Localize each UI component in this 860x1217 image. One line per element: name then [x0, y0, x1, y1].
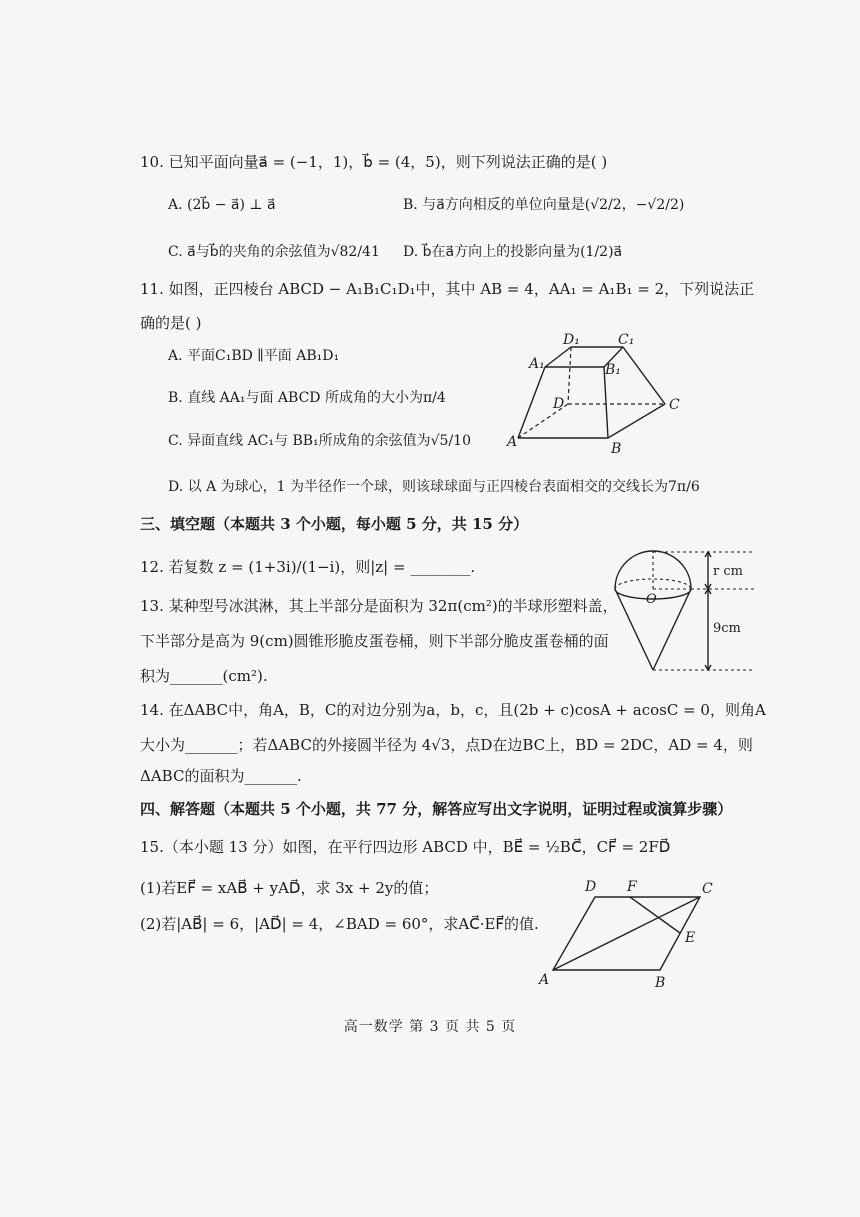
label-e: E	[685, 930, 696, 946]
page-footer: 高一数学 第 3 页 共 5 页	[343, 1019, 517, 1035]
label-b: B	[611, 441, 622, 457]
q10-option-d: D. b⃗在a⃗方向上的投影向量为(1/2)a⃗	[403, 244, 623, 260]
label-o: O	[646, 592, 657, 607]
q11-option-a: A. 平面C₁BD ∥平面 AB₁D₁	[168, 348, 340, 364]
q15-part-2: (2)若|AB⃗| = 6，|AD⃗| = 4，∠BAD = 60°，求AC⃗·EF⃗的值.	[140, 915, 539, 933]
label-d1: D₁	[563, 332, 580, 348]
label-a1: A₁	[529, 356, 545, 372]
q15-part-1: (1)若EF⃗ = xAB⃗ + yAD⃗，求 3x + 2y的值；	[140, 879, 439, 897]
q11-option-b: B. 直线 AA₁与面 ABCD 所成角的大小为π/4	[168, 390, 446, 406]
label-r-cm: r cm	[713, 564, 743, 579]
label-c: C	[702, 881, 713, 897]
label-c: C	[669, 397, 680, 413]
q11-stem-2: 确的是( )	[140, 314, 202, 332]
label-f: F	[627, 879, 637, 895]
q10-option-a: A. (2b⃗ − a⃗) ⊥ a⃗	[168, 197, 276, 213]
q15-stem: 15.（本小题 13 分）如图，在平行四边形 ABCD 中，BE⃗ = ½BC⃗，CF⃗ = 2FD⃗	[140, 838, 671, 856]
label-d: D	[585, 879, 597, 895]
q11-option-c: C. 异面直线 AC₁与 BB₁所成角的余弦值为√5/10	[168, 433, 471, 449]
q10-option-b: B. 与a⃗方向相反的单位向量是(√2/2，−√2/2)	[403, 197, 685, 213]
q13-line-3: 积为_______(cm²).	[140, 667, 268, 685]
section-3-heading: 三、填空题（本题共 3 个小题，每小题 5 分，共 15 分）	[140, 515, 529, 533]
q13-line-1: 13. 某种型号冰淇淋，其上半部分是面积为 32π(cm²)的半球形塑料盖，	[140, 597, 618, 615]
q11-option-d: D. 以 A 为球心，1 为半径作一个球，则该球球面与正四棱台表面相交的交线长为7π/6	[168, 479, 700, 495]
label-b: B	[655, 975, 666, 991]
section-4-heading: 四、解答题（本题共 5 个小题，共 77 分，解答应写出文字说明，证明过程或演算步骤）	[140, 800, 733, 818]
label-a: A	[539, 972, 550, 988]
label-9cm: 9cm	[713, 621, 741, 636]
q10-option-c: C. a⃗与b⃗的夹角的余弦值为√82/41	[168, 244, 380, 260]
q10-stem: 10. 已知平面向量a⃗ = (−1，1)，b⃗ = (4，5)，则下列说法正确的是( )	[140, 153, 608, 171]
q13-line-2: 下半部分是高为 9(cm)圆锥形脆皮蛋卷桶，则下半部分脆皮蛋卷桶的面	[140, 632, 609, 650]
label-a: A	[507, 434, 518, 450]
q12-text: 12. 若复数 z = (1+3i)/(1−i)，则|z| = ________.	[140, 558, 476, 576]
parallelogram-figure	[535, 875, 725, 995]
q11-stem-1: 11. 如图，正四棱台 ABCD − A₁B₁C₁D₁中，其中 AB = 4，AA₁ = A₁B₁ = 2，下列说法正	[140, 280, 755, 298]
label-c1: C₁	[618, 332, 635, 348]
frustum-figure	[505, 330, 695, 460]
label-d: D	[553, 396, 565, 412]
q14-line-2: 大小为_______；若ΔABC的外接圆半径为 4√3，点D在边BC上，BD = 2DC，AD = 4，则	[140, 736, 753, 754]
label-b1: B₁	[605, 362, 621, 378]
ice-cream-figure	[605, 540, 765, 680]
q14-line-3: ΔABC的面积为_______.	[140, 767, 302, 785]
q14-line-1: 14. 在ΔABC中，角A，B，C的对边分别为a，b，c，且(2b + c)cosA + acosC = 0，则角A	[140, 701, 766, 719]
